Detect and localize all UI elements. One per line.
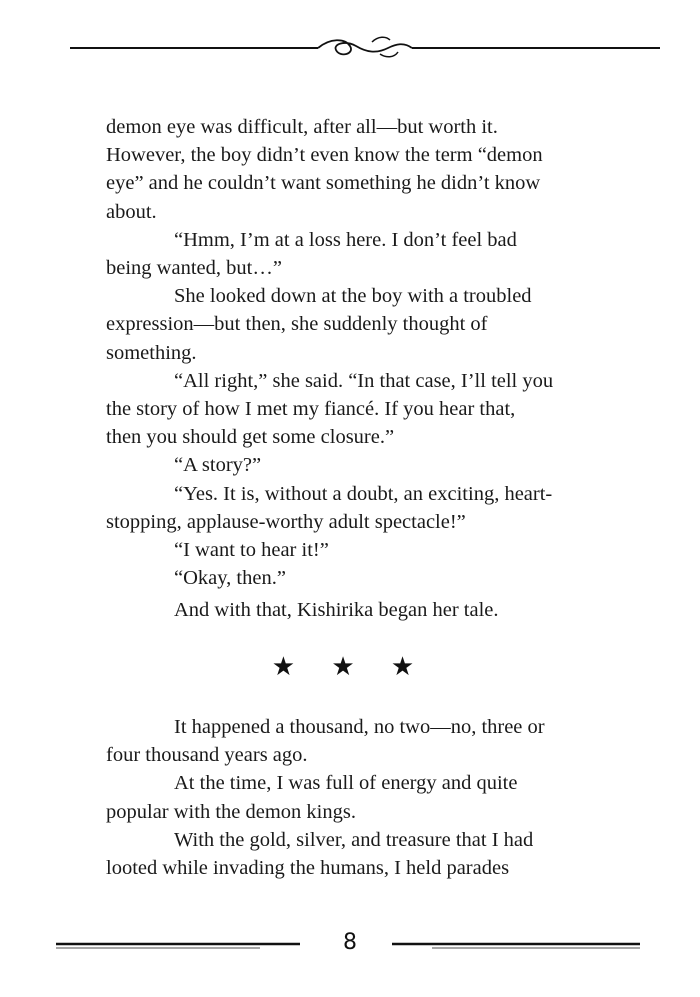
- text-line: four thousand years ago.: [106, 744, 308, 767]
- text-line: popular with the demon kings.: [106, 800, 356, 823]
- text-line: With the gold, silver, and treasure that I had: [174, 828, 534, 851]
- text-line: stopping, applause-worthy adult spectacle!”: [106, 510, 466, 533]
- text-line: At the time, I was full of energy and quite: [174, 772, 518, 795]
- scene-break-stars: ★ ★ ★: [271, 652, 429, 682]
- text-line: However, the boy didn’t even know the term “demon: [106, 144, 543, 167]
- header-ornament: [0, 28, 700, 68]
- body-text-top: [106, 113, 606, 625]
- text-line: the story of how I met my fiancé. If you hear that,: [106, 398, 516, 421]
- text-line: eye” and he couldn’t want something he didn’t know: [106, 172, 541, 195]
- text-line: “I want to hear it!”: [174, 539, 329, 562]
- text-line: then you should get some closure.”: [106, 426, 395, 449]
- text-line: “Yes. It is, without a doubt, an exciting, heart-: [174, 482, 553, 505]
- text-line: It happened a thousand, no two—no, three or: [174, 716, 545, 738]
- page-number: 8: [343, 930, 357, 955]
- text-line: demon eye was difficult, after all—but worth it.: [106, 116, 498, 138]
- text-line: “A story?”: [174, 454, 262, 477]
- text-line: And with that, Kishirika began her tale.: [174, 599, 499, 622]
- text-line: looted while invading the humans, I held parades: [106, 857, 510, 880]
- text-line: She looked down at the boy with a troubled: [174, 285, 532, 308]
- text-line: expression—but then, she suddenly thought of: [106, 313, 488, 336]
- text-line: something.: [106, 341, 197, 364]
- body-text-bottom: [106, 713, 606, 882]
- text-line: about.: [106, 200, 157, 223]
- text-line: being wanted, but…”: [106, 257, 282, 280]
- text-line: “Okay, then.”: [174, 567, 286, 590]
- text-line: “Hmm, I’m at a loss here. I don’t feel bad: [174, 228, 517, 251]
- text-line: “All right,” she said. “In that case, I’ll tell you: [174, 369, 554, 392]
